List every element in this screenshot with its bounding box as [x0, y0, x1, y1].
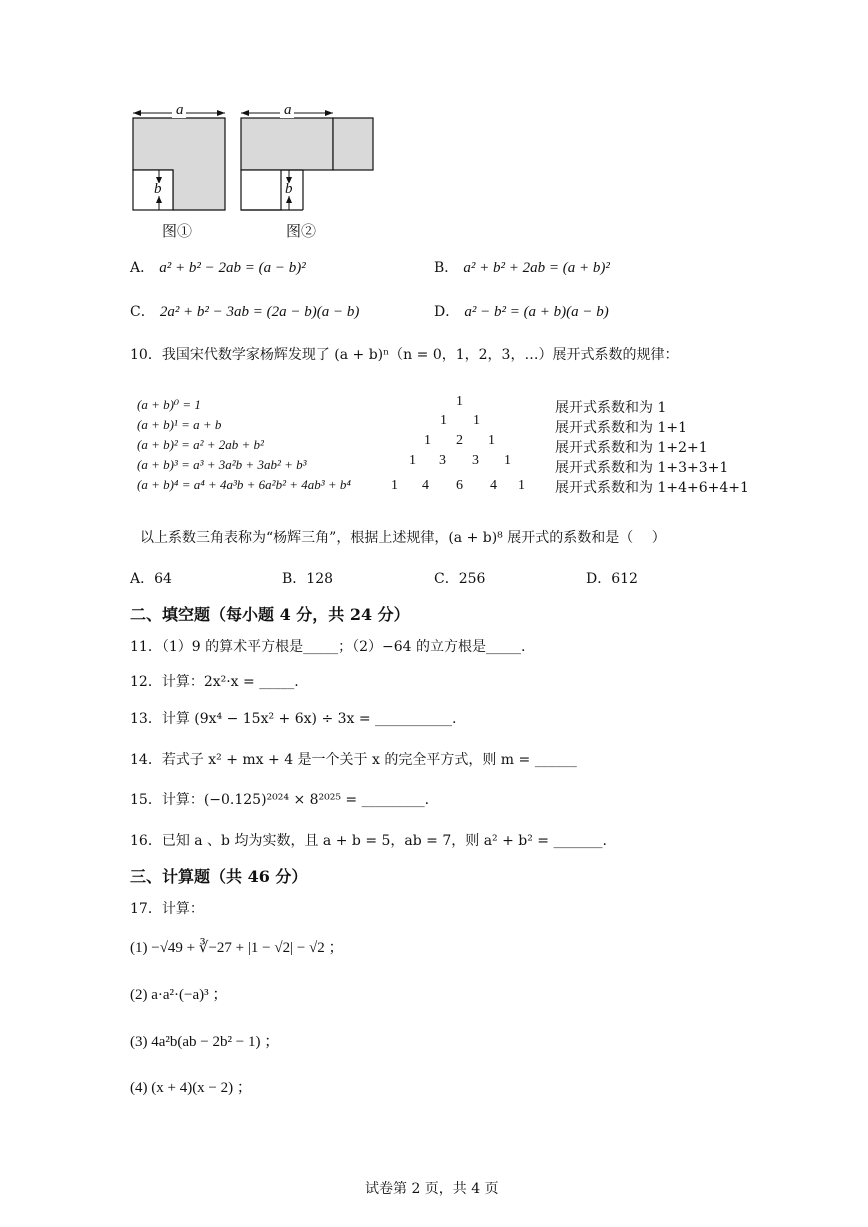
triangle-number: 3 [472, 453, 479, 468]
coefficient-sum-1: 展开式系数和为 1+1 [555, 420, 687, 436]
triangle-number: 4 [490, 478, 497, 493]
option-expr: a² + b² + 2ab = (a + b)² [463, 260, 610, 276]
triangle-number: 6 [456, 478, 463, 493]
triangle-number: 1 [409, 453, 416, 468]
triangle-number: 1 [391, 478, 398, 493]
fig2-caption: 图② [286, 222, 317, 240]
triangle-number: 1 [456, 394, 463, 409]
page-footer: 试卷第 2 页，共 4 页 [365, 1181, 499, 1197]
q10-stem: 10．我国宋代数学家杨辉发现了 (a + b)ⁿ（n = 0，1，2，3，…）展开式系数的规律： [130, 347, 679, 363]
option-letter: C． [130, 304, 155, 320]
option-letter: D． [434, 304, 460, 320]
yanghui-triangle [380, 394, 540, 504]
figure-1 [128, 100, 238, 240]
triangle-number: 3 [439, 453, 446, 468]
q17-part-4: (4) (x + 4)(x − 2) ； [130, 1080, 252, 1096]
triangle-number: 1 [504, 453, 511, 468]
q17-part-2: (2) a·a²·(−a)³ ； [130, 987, 228, 1003]
option-expr: 2a² + b² − 3ab = (2a − b)(a − b) [159, 304, 360, 320]
q10-option-b: B．128 [282, 571, 334, 587]
question-16: 16．已知 a 、b 均为实数，且 a + b = 5，ab = 7，则 a² + b² = _______. [130, 833, 607, 849]
coefficient-sum-0: 展开式系数和为 1 [555, 400, 667, 416]
question-14: 14．若式子 x² + mx + 4 是一个关于 x 的完全平方式，则 m = ______ [130, 752, 577, 768]
q10-option-d: D．612 [586, 571, 638, 587]
figure-2 [236, 100, 386, 240]
fig2-label-b: b [285, 181, 293, 197]
triangle-number: 2 [456, 433, 463, 448]
coefficient-sum-3: 展开式系数和为 1+3+3+1 [555, 460, 729, 476]
fig1-label-a: a [176, 102, 184, 118]
q9-option-c [130, 301, 359, 321]
triangle-number: 4 [422, 478, 429, 493]
expansion-2: (a + b)² = a² + 2ab + b² [137, 437, 264, 452]
option-letter: A． [130, 260, 155, 276]
question-15: 15．计算：(−0.125)²⁰²⁴ × 8²⁰²⁵ = _________. [130, 792, 430, 808]
option-expr: a² + b² − 2ab = (a − b)² [159, 260, 306, 276]
triangle-number: 1 [424, 433, 431, 448]
q9-option-d [434, 301, 609, 321]
q17-part-1: (1) −√49 + ∛−27 + |1 − √2| − √2 ； [130, 940, 344, 956]
fig1-caption: 图① [162, 222, 193, 240]
q9-option-a [130, 257, 306, 277]
section3-heading: 三、计算题（共 46 分） [130, 867, 308, 886]
expansion-0: (a + b)⁰ = 1 [137, 397, 201, 412]
q10-option-a: A．64 [130, 571, 172, 587]
fig2-label-a: a [284, 102, 292, 118]
question-13: 13．计算 (9x⁴ − 15x² + 6x) ÷ 3x = ___________. [130, 711, 457, 727]
triangle-number: 1 [440, 413, 447, 428]
q9-option-b [434, 257, 610, 277]
fig1-label-b: b [154, 181, 162, 197]
triangle-number: 1 [473, 413, 480, 428]
option-letter: B． [434, 260, 459, 276]
q10-question: 以上系数三角表称为“杨辉三角”，根据上述规律，(a + b)⁸ 展开式的系数和是（ ） [140, 530, 666, 546]
q10-option-c: C．256 [434, 571, 486, 587]
coefficient-sum-4: 展开式系数和为 1+4+6+4+1 [555, 480, 749, 496]
triangle-number: 1 [518, 478, 525, 493]
expansion-3: (a + b)³ = a³ + 3a²b + 3ab² + b³ [137, 457, 307, 472]
expansion-1: (a + b)¹ = a + b [137, 417, 222, 432]
triangle-number: 1 [488, 433, 495, 448]
question-12: 12．计算：2x²·x = _____. [130, 674, 299, 690]
option-expr: a² − b² = (a + b)(a − b) [464, 304, 609, 320]
expansion-4: (a + b)⁴ = a⁴ + 4a³b + 6a²b² + 4ab³ + b⁴ [137, 477, 351, 492]
question-17: 17．计算： [130, 901, 204, 917]
question-11: 11．（1）9 的算术平方根是_____；（2）−64 的立方根是_____. [130, 639, 526, 655]
q17-part-3: (3) 4a²b(ab − 2b² − 1) ； [130, 1034, 280, 1050]
coefficient-sum-2: 展开式系数和为 1+2+1 [555, 440, 708, 456]
section2-heading: 二、填空题（每小题 4 分，共 24 分） [130, 605, 410, 624]
